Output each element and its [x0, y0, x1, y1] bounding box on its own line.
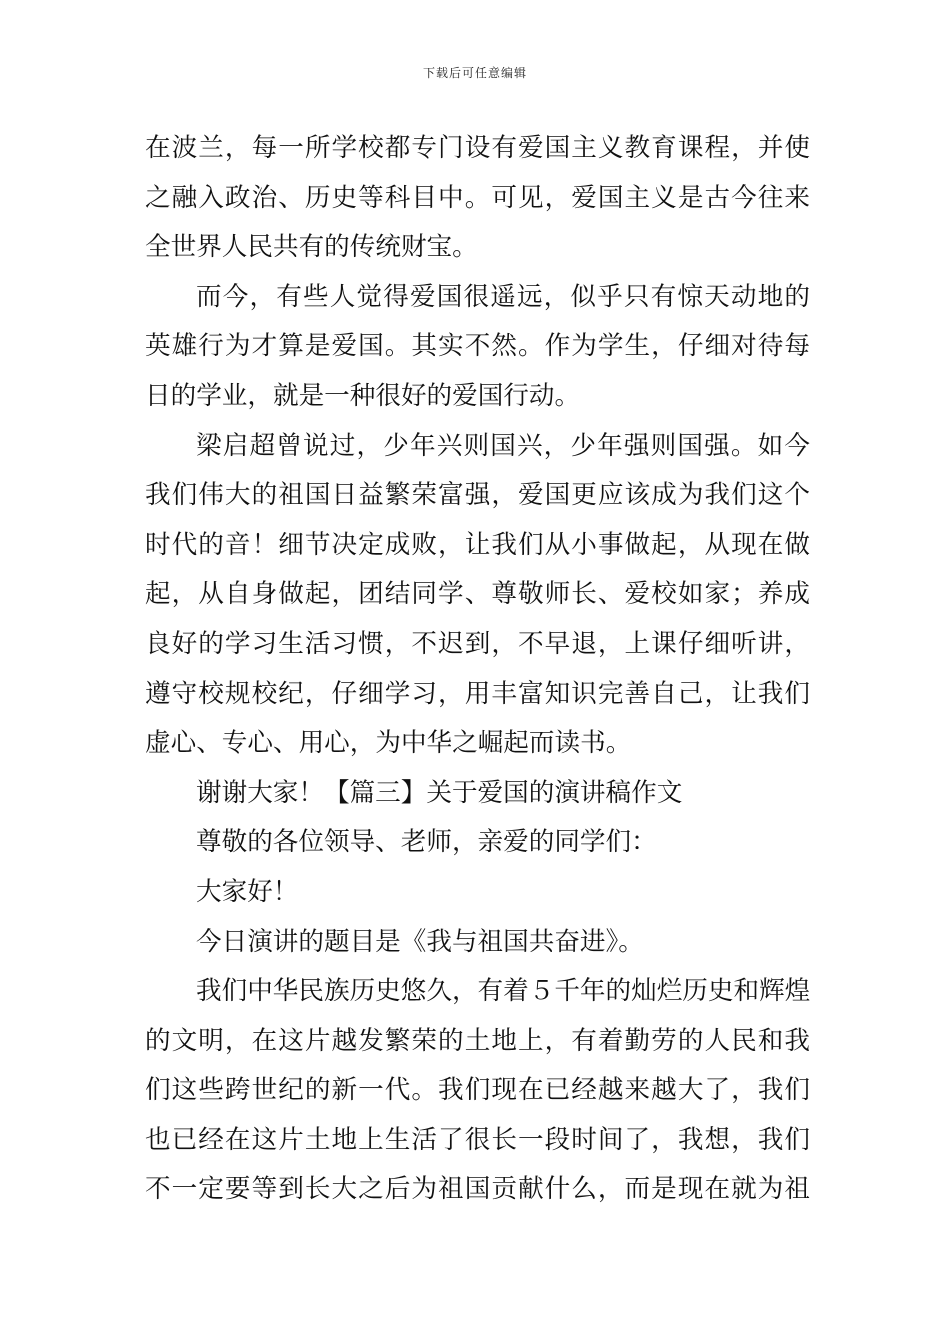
text-line: 今日演讲的题目是《我与祖国共奋进》。: [196, 926, 644, 957]
text-line: 良好的学习生活习惯，不迟到，不早退，上课仔细听讲，: [145, 628, 810, 659]
text-line: 大家好！: [196, 876, 299, 907]
text-line: 梁启超曾说过，少年兴则国兴，少年强则国强。如今: [196, 430, 810, 461]
text-line: 不一定要等到长大之后为祖国贡献什么，而是现在就为祖: [145, 1174, 810, 1205]
text-line: 日的学业，就是一种很好的爱国行动。: [145, 380, 581, 411]
text-line: 的文明，在这片越发繁荣的土地上，有着勤劳的人民和我: [145, 1025, 810, 1056]
text-line: 谢谢大家！【篇三】关于爱国的演讲稿作文: [196, 777, 683, 808]
text-line: 尊敬的各位领导、老师，亲爱的同学们：: [196, 827, 657, 858]
text-line: 时代的音！细节决定成败，让我们从小事做起，从现在做: [145, 529, 810, 560]
text-line: 我们中华民族历史悠久，有着５千年的灿烂历史和辉煌: [196, 976, 811, 1007]
document-body: [145, 124, 810, 1215]
text-line: 我们伟大的祖国日益繁荣富强，爱国更应该成为我们这个: [145, 480, 810, 511]
text-line: 之融入政治、历史等科目中。可见，爱国主义是古今往来: [145, 182, 810, 213]
text-line: 遵守校规校纪，仔细学习，用丰富知识完善自己，让我们: [145, 678, 810, 709]
text-line: 而今，有些人觉得爱国很遥远，似乎只有惊天动地的: [196, 281, 810, 312]
text-line: 起，从自身做起，团结同学、尊敬师长、爱校如家；养成: [145, 579, 810, 610]
text-line: 也已经在这片土地上生活了很长一段时间了，我想，我们: [145, 1124, 810, 1155]
text-line: 英雄行为才算是爱国。其实不然。作为学生，仔细对待每: [145, 331, 810, 362]
text-line: 全世界人民共有的传统财宝。: [145, 232, 478, 263]
text-line: 虚心、专心、用心，为中华之崛起而读书。: [145, 728, 632, 759]
text-line: 们这些跨世纪的新一代。我们现在已经越来越大了，我们: [145, 1075, 810, 1106]
page-header: 下载后可任意编辑: [422, 66, 527, 80]
text-line: 在波兰，每一所学校都专门设有爱国主义教育课程，并使: [145, 133, 810, 163]
